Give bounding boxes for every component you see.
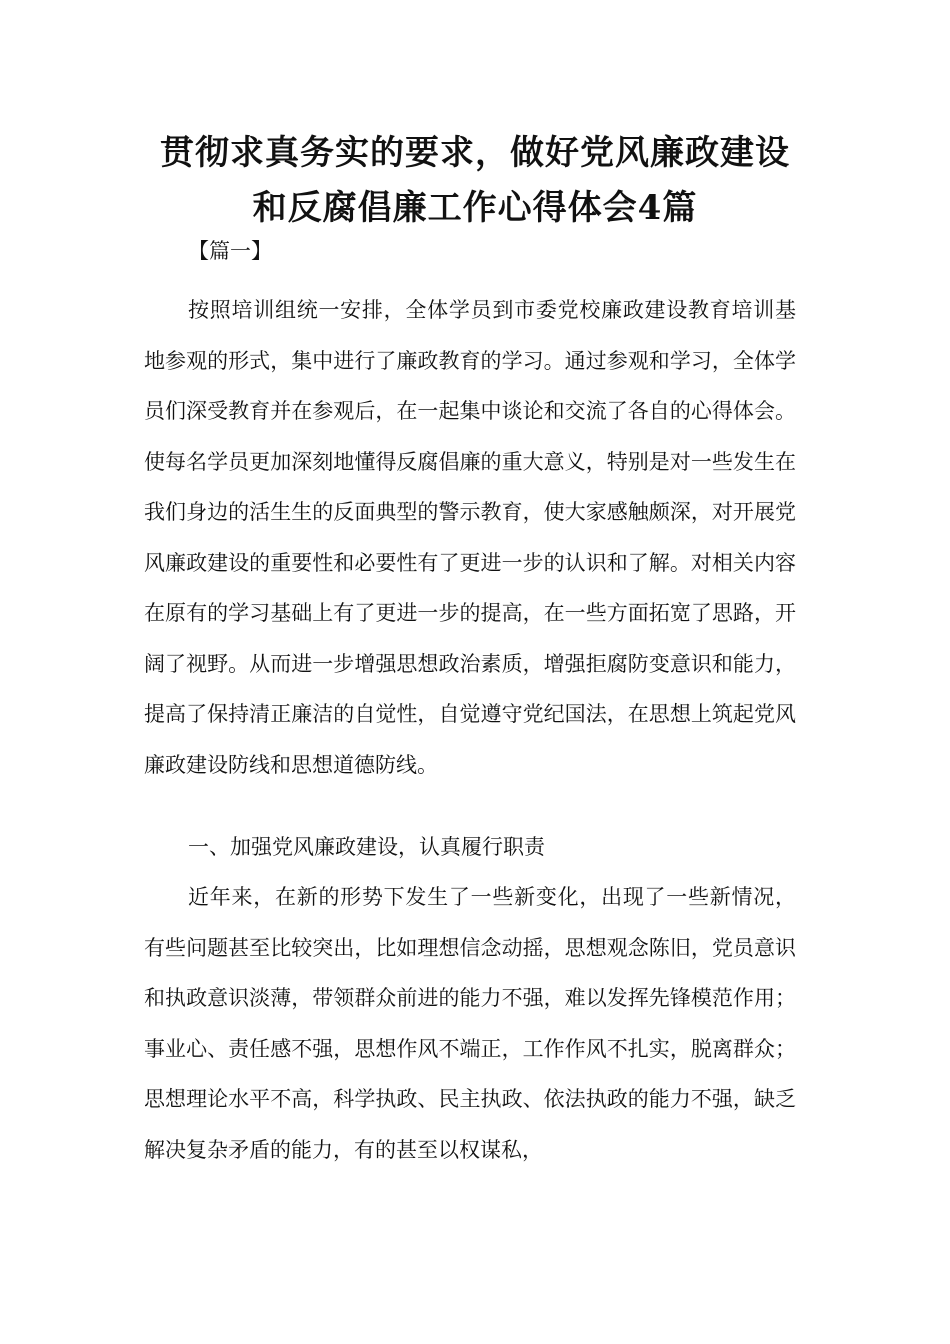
section-heading-1: 一、加强党风廉政建设，认真履行职责 (188, 835, 545, 859)
section-marker: 【篇一】 (188, 239, 272, 263)
document-title-line2: 和反腐倡廉工作心得体会4篇 (252, 188, 698, 228)
document-title-line1: 贯彻求真务实的要求，做好党风廉政建设 (160, 133, 790, 173)
paragraph-2: 近年来，在新的形势下发生了一些新变化，出现了一些新情况，有些问题甚至比较突出，比如理想信念动摇，思想观念陈旧，党员意识和执政意识淡薄，带领群众前进的能力不强，难以发挥先锋模范作用；事业心、责任感不强，思想作风不端正，工作作风不扎实，脱离群众；思想理论水平不高，科学执政、民主执政、依法执政的能力不强，缺乏解决复杂矛盾的能力，有的甚至以权谋私， (144, 885, 796, 1162)
paragraph-1: 按照培训组统一安排，全体学员到市委党校廉政建设教育培训基地参观的形式，集中进行了廉政教育的学习。通过参观和学习，全体学员们深受教育并在参观后，在一起集中谈论和交流了各自的心得体会。使每名学员更加深刻地懂得反腐倡廉的重大意义，特别是对一些发生在我们身边的活生生的反面典型的警示教育，使大家感触颇深，对开展党风廉政建设的重要性和必要性有了更进一步的认识和了解。对相关内容在原有的学习基础上有了更进一步的提高，在一些方面拓宽了思路，开阔了视野。从而进一步增强思想政治素质，增强拒腐防变意识和能力，提高了保持清正廉洁的自觉性，自觉遵守党纪国法，在思想上筑起党风廉政建设防线和思想道德防线。 (144, 298, 796, 777)
